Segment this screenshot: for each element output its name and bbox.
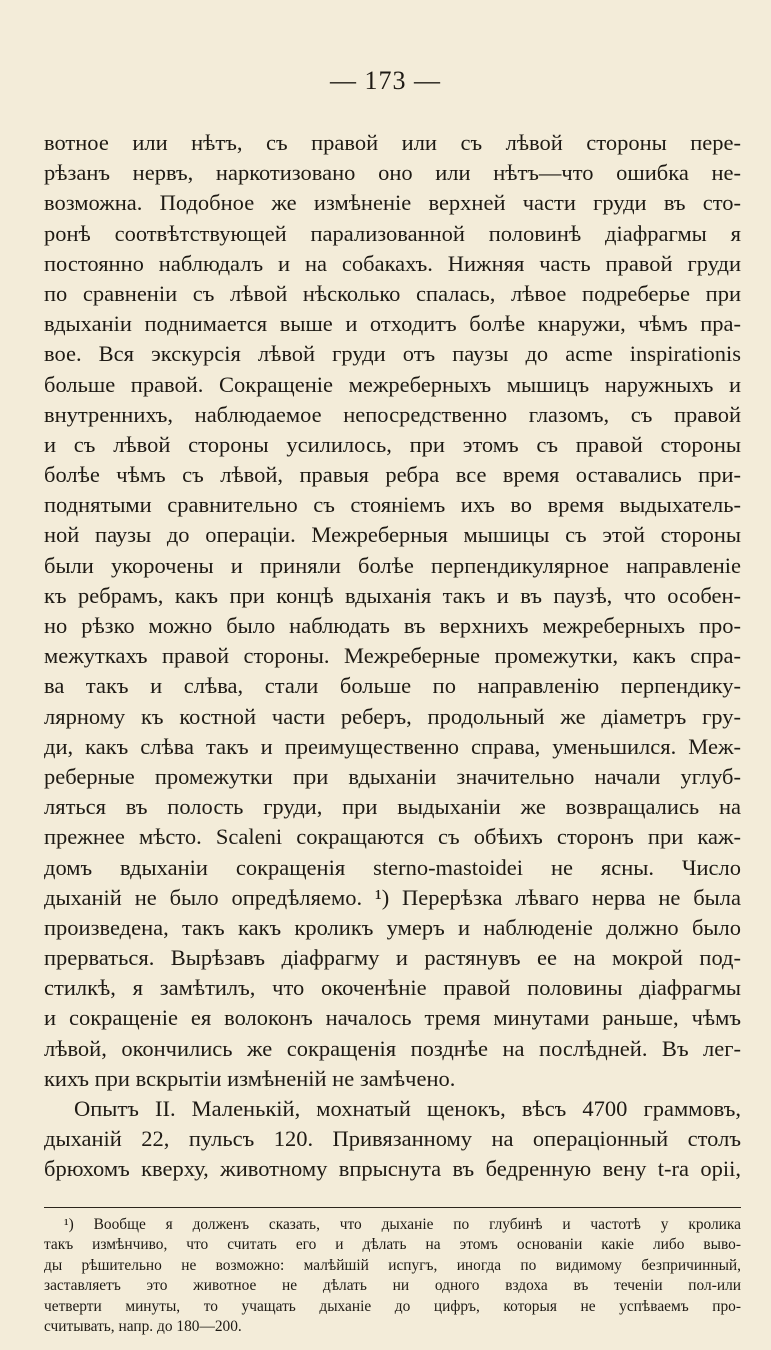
text-line: ди, какъ слѣва такъ и преимущественно справа, уменьшился. Меж-	[44, 733, 741, 759]
text-line: дыханій 22, пульсъ 120. Привязанному на операціонный столъ	[44, 1126, 741, 1152]
footnote-line: считывать, напр. до 180—200.	[44, 1317, 242, 1335]
text-line: были укорочены и приняли болѣе перпендикулярное направленіе	[44, 552, 741, 578]
text-line: ва такъ и слѣва, стали больше по направленію перпендику-	[44, 673, 741, 699]
footnote-divider	[44, 1207, 741, 1208]
text-line: вдыханіи поднимается выше и отходитъ болѣе кнаружи, чѣмъ пра-	[44, 311, 741, 337]
text-line: лѣвой, окончились же сокращенія позднѣе на послѣдней. Въ лег-	[44, 1035, 741, 1061]
footnote-line: заставляетъ это животное не дѣлать ни одного вздоха въ теченіи пол-или	[44, 1277, 741, 1295]
text-line: лярному къ костной части реберъ, продольный же діаметръ гру-	[44, 703, 741, 729]
text-line: межуткахъ правой стороны. Межреберные промежутки, какъ спра-	[44, 643, 741, 669]
text-line: брюхомъ кверху, животному впрыснута въ бедренную вену t-ra opii,	[44, 1156, 741, 1182]
footnotes	[44, 1215, 741, 1337]
text-line: къ ребрамъ, какъ при концѣ вдыханія такъ и въ паузѣ, что особен-	[44, 582, 741, 608]
text-line: постоянно наблюдалъ и на собакахъ. Нижняя часть правой груди	[44, 250, 741, 276]
text-line: но рѣзко можно было наблюдать въ верхнихъ межреберныхъ про-	[44, 613, 741, 638]
footnote-line: ¹) Вообще я долженъ сказать, что дыханіе по глубинѣ и частотѣ у кролика	[64, 1216, 741, 1233]
body-text	[44, 128, 741, 1185]
text-line: прерваться. Вырѣзавъ діафрагму и растянувъ ее на мокрой под-	[44, 945, 741, 971]
text-line: и сокращеніе ея волоконъ началось тремя минутами раньше, чѣмъ	[44, 1005, 741, 1031]
text-line: произведена, такъ какъ кроликъ умеръ и наблюденіе должно было	[44, 914, 741, 940]
text-line: больше правой. Сокращеніе межреберныхъ мышицъ наружныхъ и	[44, 371, 741, 397]
footnote-line: ды рѣшительно не возможно: малѣйшій испугъ, иногда по видимому безпричинный,	[44, 1256, 741, 1274]
text-line: вотное или нѣтъ, съ правой или съ лѣвой стороны пере-	[44, 130, 741, 155]
text-line: внутреннихъ, наблюдаемое непосредственно глазомъ, съ правой	[44, 401, 741, 427]
text-line: и съ лѣвой стороны усилилось, при этомъ съ правой стороны	[44, 431, 741, 457]
footnote-line: такъ измѣнчиво, что считать его и дѣлать на этомъ основаніи какіе либо выво-	[44, 1236, 741, 1254]
text-line: Опытъ II. Маленькій, мохнатый щенокъ, вѣсъ 4700 граммовъ,	[74, 1096, 741, 1121]
text-line: по сравненіи съ лѣвой нѣсколько спалась, лѣвое подреберье при	[44, 280, 741, 306]
text-line: ляться въ полость груди, при выдыханіи же возвращались на	[44, 794, 741, 820]
text-line: поднятыми сравнительно съ стояніемъ ихъ во время выдыхатель-	[44, 492, 741, 518]
text-line: возможна. Подобное же измѣненіе верхней части груди въ сто-	[44, 190, 741, 216]
text-line: домъ вдыханіи сокращенія sterno-mastoidei не ясны. Число	[44, 854, 741, 880]
text-line: рѣзанъ нервъ, наркотизовано оно или нѣтъ—что ошибка не-	[44, 160, 741, 186]
text-line: прежнее мѣсто. Scaleni сокращаются съ обѣихъ сторонъ при каж-	[44, 824, 741, 850]
text-line: стилкѣ, я замѣтилъ, что окоченѣніе правой половины діафрагмы	[44, 975, 741, 1001]
text-line: ронѣ соотвѣтствующей парализованной половинѣ діафрагмы я	[44, 220, 741, 246]
text-line: дыханій не было опредѣляемо. ¹) Перерѣзка лѣваго нерва не была	[44, 884, 741, 910]
page-number: — 173 —	[330, 66, 441, 95]
footnote-line: четверти минуты, то учащать дыханіе до цифръ, которыя не успѣваемъ про-	[44, 1297, 741, 1315]
text-line: болѣе чѣмъ съ лѣвой, правыя ребра все время оставались при-	[44, 462, 741, 488]
text-line: вое. Вся экскурсія лѣвой груди отъ паузы до acme inspirationis	[44, 341, 741, 367]
text-line: кихъ при вскрытіи измѣненій не замѣчено.	[44, 1065, 456, 1091]
text-line: ной паузы до операціи. Межреберныя мышицы съ этой стороны	[44, 522, 741, 548]
text-line: реберные промежутки при вдыханіи значительно начали углуб-	[44, 763, 741, 789]
